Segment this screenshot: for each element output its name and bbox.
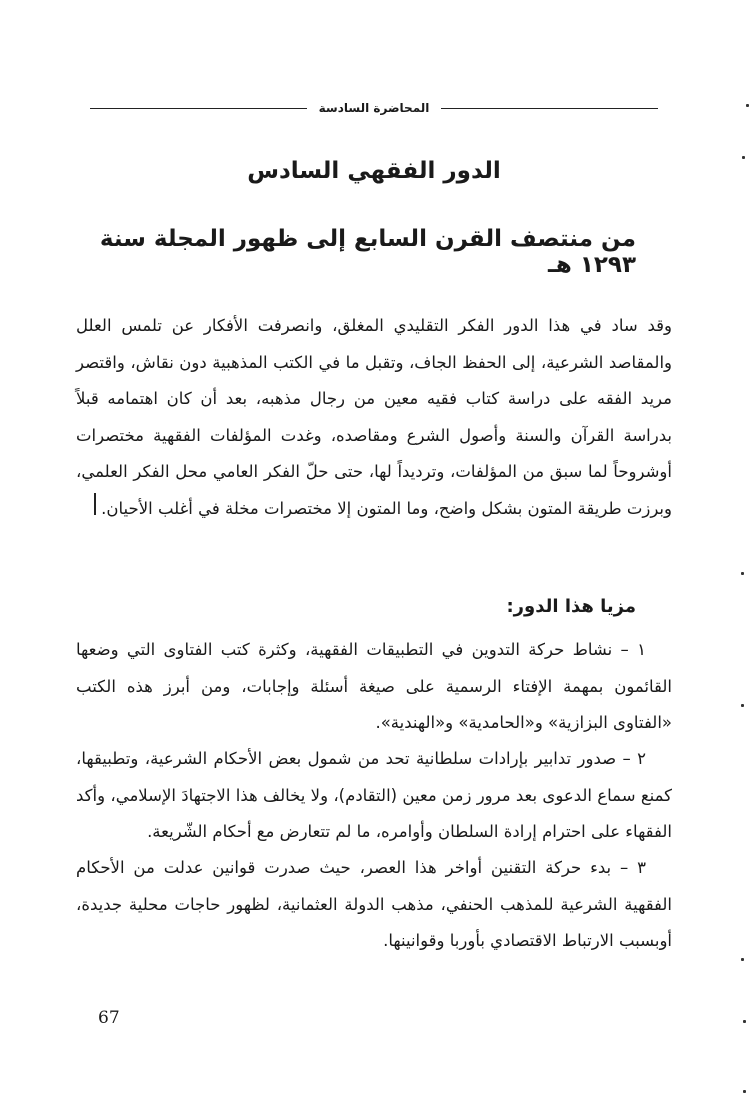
chapter-subtitle: من منتصف القرن السابع إلى ظهور المجلة سنة ١٢٩٣ هـ [99, 226, 636, 278]
scan-speck [743, 1090, 746, 1093]
scan-speck [746, 104, 749, 107]
header-rule-right [441, 108, 658, 109]
section-heading: مزيا هذا الدور: [506, 596, 636, 617]
scan-speck [741, 704, 744, 707]
scan-speck [741, 958, 744, 961]
running-title: المحاضرة السادسة [318, 101, 430, 115]
chapter-title: الدور الفقهي السادس [247, 158, 501, 184]
advantage-item-3: ٣ – بدء حركة التقنين أواخر هذا العصر، حيث صدرت قوانين عدلت من الأحكام الفقهية الشرعية للمذهب الحنفي، مذهب الدولة العثمانية، لظهور حاجات محلية جديدة، أوبسبب الارتباط الاقتصادي بأوربا وقوانينها. [76, 858, 672, 951]
margin-mark [94, 493, 96, 515]
intro-paragraph: وقد ساد في هذا الدور الفكر التقليدي المغلق، وانصرفت الأفكار عن تلمس العلل والمقاصد الشرعية، إلى الحفظ الجاف، وتقبل ما في الكتب المذهبية دون نقاش، واقتصر مريد الفقه على دراسة كتاب فقيه معين من رجال مذهبه، بعد أن كان اهتمامه قبلاً بدراسة القرآن والسنة وأصول الشرع ومقاصده، وغدت المؤلفات الفقهية مختصرات أوشروحاً لما سبق من المؤلفات، وترديداً لها، حتى حلّ الفكر العامي محل الفكر العلمي، وبرزت طريقة المتون بشكل واضح، وما المتون إلا مختصرات مخلة في أغلب الأحيان. [76, 316, 672, 518]
advantage-item-2: ٢ – صدور تدابير بإرادات سلطانية تحد من شمول بعض الأحكام الشرعية، وتطبيقها، كمنع سماع الدعوى بعد مرور زمن معين (التقادم)، ولا يخالف هذا الاجتهادَ الإسلامي، وأكد الفقهاء على احترام إرادة السلطان وأوامره، ما لم تتعارض مع أحكام الشّريعة. [76, 749, 672, 842]
scan-speck [743, 1020, 746, 1023]
scan-speck [741, 572, 744, 575]
running-header [90, 96, 658, 120]
header-rule-left [90, 108, 307, 109]
advantage-item-1: ١ – نشاط حركة التدوين في التطبيقات الفقهية، وكثرة كتب الفتاوى التي وضعها القائمون بمهمة الإفتاء الرسمية على صيغة أسئلة وإجابات، ومن أبرز هذه الكتب «الفتاوى البزازية» و«الحامدية» و«الهندية». [76, 640, 672, 733]
page-number: 67 [98, 1008, 120, 1028]
scan-speck [742, 156, 745, 159]
